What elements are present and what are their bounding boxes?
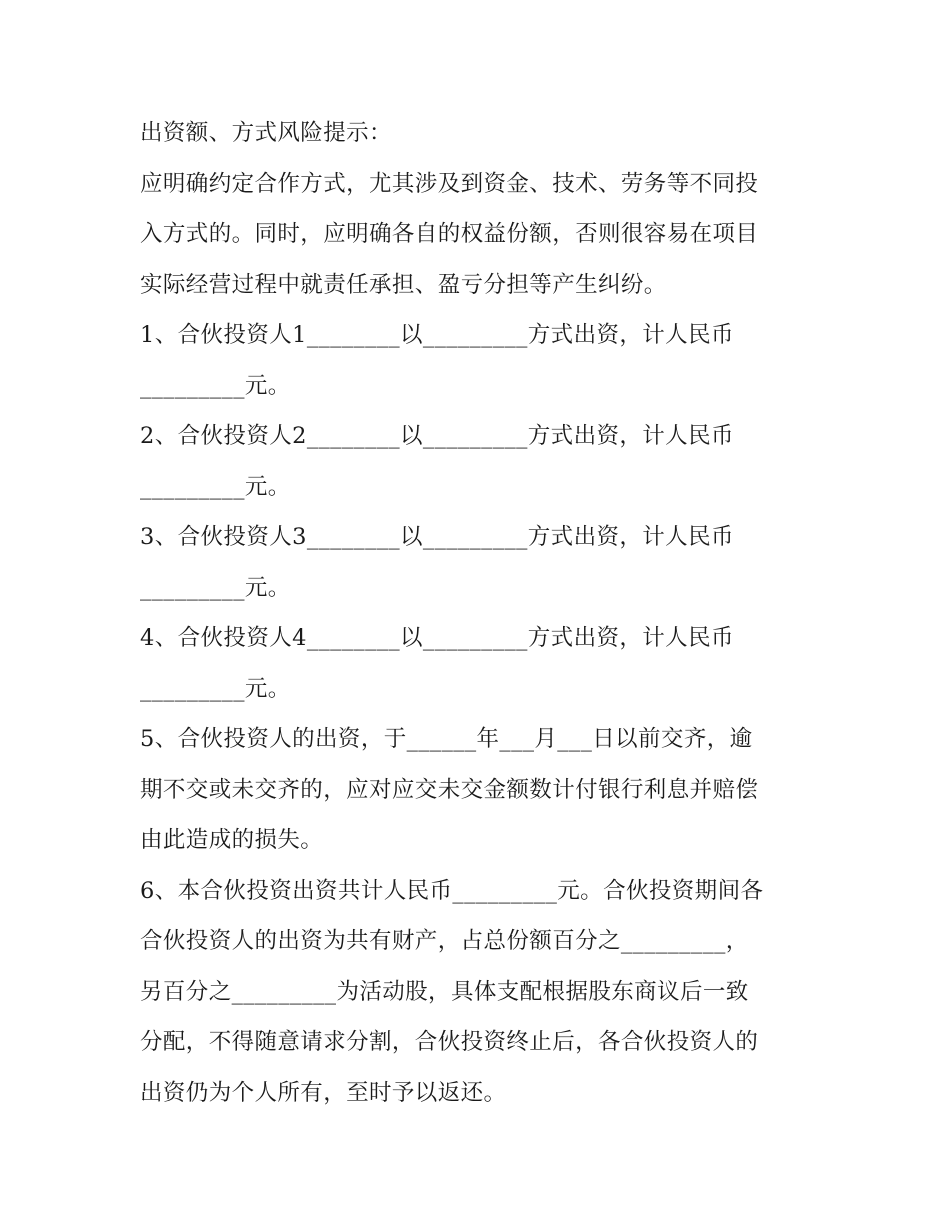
- paragraph-line: 实际经营过程中就责任承担、盈亏分担等产生纠纷。: [140, 271, 667, 298]
- clause-4-line: _________元。: [140, 675, 291, 702]
- risk-heading: 出资额、方式风险提示：: [140, 120, 392, 146]
- clause-2-line: _________元。: [140, 473, 291, 500]
- clause-1-line: _________元。: [140, 372, 291, 399]
- clause-5-line: 由此造成的损失。: [140, 827, 324, 853]
- clause-6-line: 出资仍为个人所有，至时予以返还。: [140, 1079, 507, 1106]
- paragraph-line: 入方式的。同时，应明确各自的权益份额，否则很容易在项目: [140, 221, 759, 247]
- clause-6-line: 合伙投资人的出资为共有财产，占总份额百分之_________，: [140, 928, 749, 954]
- clause-5-line: 5、合伙投资人的出资，于______年___月___日以前交齐，逾: [140, 726, 753, 752]
- clause-1-line: 1、合伙投资人1________以_________方式出资，计人民币: [140, 322, 734, 348]
- document-body: [140, 108, 820, 1118]
- clause-6-line: 分配，不得随意请求分割，合伙投资终止后，各合伙投资人的: [140, 1029, 759, 1055]
- clause-6-line: 6、本合伙投资出资共计人民币_________元。合伙投资期间各: [140, 877, 764, 904]
- clause-3-line: 3、合伙投资人3________以_________方式出资，计人民币: [140, 524, 734, 550]
- clause-4-line: 4、合伙投资人4________以_________方式出资，计人民币: [140, 625, 734, 651]
- clause-6-line: 另百分之_________为活动股，具体支配根据股东商议后一致: [140, 978, 749, 1005]
- clause-3-line: _________元。: [140, 574, 291, 601]
- clause-5-line: 期不交或未交齐的，应对应交未交金额数计付银行利息并赔偿: [140, 776, 759, 803]
- paragraph-line: 应明确约定合作方式，尤其涉及到资金、技术、劳务等不同投: [140, 170, 759, 197]
- clause-2-line: 2、合伙投资人2________以_________方式出资，计人民币: [140, 423, 734, 449]
